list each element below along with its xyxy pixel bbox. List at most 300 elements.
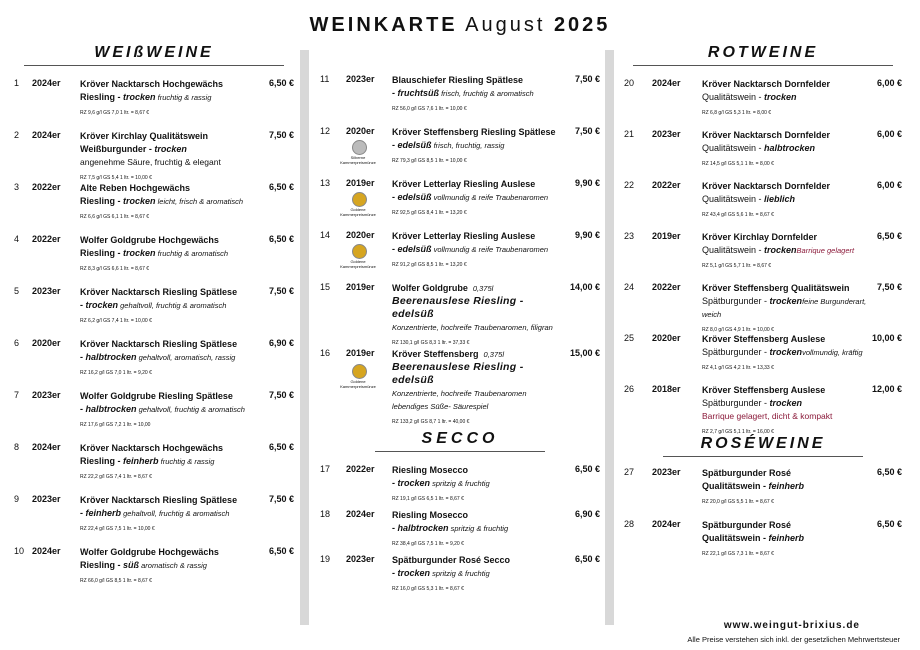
medal-label: Silberne Kammerpreismünze: [340, 155, 376, 165]
wine-name: Kröver Nacktarsch Riesling Spätlese: [80, 339, 238, 349]
item-vintage: 2020er: [652, 333, 681, 343]
item-price: 14,00 €: [569, 282, 600, 292]
item-name: [80, 546, 265, 588]
wine-taste: süß: [123, 560, 140, 570]
item-price: 6,50 €: [876, 467, 902, 477]
wine-name: Kröver Nacktarsch Dornfelder: [702, 181, 831, 191]
wine-analysis: RZ 5,1 g/l GS 5,7 1 ltr. = 8,67 €: [702, 263, 772, 269]
list-item: [320, 230, 600, 282]
list-item: [320, 282, 600, 348]
wine-style: Riesling -: [80, 456, 124, 466]
wine-description: frisch, fruchtig & aromatisch: [439, 89, 534, 98]
wine-name: Kröver Nacktarsch Riesling Spätlese: [80, 495, 238, 505]
wine-style: Qualitätswein -: [702, 194, 765, 204]
wine-description: vollmundig & reife Traubenaromen: [431, 245, 549, 254]
wine-volume: 0,375l: [483, 350, 504, 359]
item-vintage: 2024er: [32, 78, 61, 88]
list-item: [320, 126, 600, 178]
wine-name: Kröver Steffensberg Auslese: [702, 334, 826, 344]
wine-taste: halbtrocken: [85, 404, 137, 414]
wine-style: Riesling -: [80, 92, 124, 102]
item-name: [392, 230, 582, 272]
wine-analysis: RZ 19,1 g/l GS 6,5 1 ltr. = 8,67 €: [392, 496, 464, 502]
item-price: 6,50 €: [268, 442, 294, 452]
title-month: August: [465, 14, 546, 36]
section-underline: [663, 456, 863, 457]
item-vintage: 2022er: [652, 282, 681, 292]
wine-style: -: [392, 88, 398, 98]
list-item: [14, 546, 294, 598]
wine-description: fruchtig & rassig: [155, 93, 212, 102]
wine-taste: trocken: [769, 398, 803, 408]
item-price: 6,50 €: [268, 234, 294, 244]
gold-medal-icon: [352, 364, 367, 379]
item-name: [702, 129, 882, 171]
list-item: [320, 554, 600, 599]
wine-style: -: [80, 352, 86, 362]
item-vintage: 2019er: [652, 231, 681, 241]
list-item: [624, 467, 902, 519]
wine-name: Kröver Kirchlay Dornfelder: [702, 232, 818, 242]
item-name: [80, 442, 265, 484]
item-number: 1: [14, 78, 20, 88]
wine-name: Wolfer Goldgrube Hochgewächs: [80, 547, 219, 557]
wine-style: Qualitätswein -: [702, 143, 765, 153]
item-vintage: 2024er: [652, 78, 681, 88]
wine-analysis: RZ 14,5 g/l GS 5,1 1 ltr. = 8,00 €: [702, 161, 774, 167]
wine-analysis: RZ 22,2 g/l GS 7,4 1 ltr. = 8,67 €: [80, 474, 152, 480]
item-name: [702, 231, 882, 273]
wine-style: -: [392, 568, 398, 578]
wine-description: vollmundig, kräftig: [802, 348, 863, 357]
item-price: 6,90 €: [268, 338, 294, 348]
item-number: 13: [320, 178, 331, 188]
wine-taste: halbtrocken: [764, 143, 816, 153]
wine-name: Kröver Kirchlay Qualitätswein: [80, 131, 209, 141]
item-number: 22: [624, 180, 635, 190]
wine-taste: trocken: [769, 347, 803, 357]
wine-description: Barrique gelagert: [796, 246, 855, 255]
item-name: [702, 333, 882, 375]
item-number: 3: [14, 182, 20, 192]
wine-name: Kröver Nacktarsch Dornfelder: [702, 79, 831, 89]
item-name: [80, 182, 265, 224]
item-vintage: 2019er: [346, 282, 375, 292]
wine-analysis: RZ 91,2 g/l GS 8,5 1 ltr. = 13,20 €: [392, 262, 467, 268]
wine-analysis: RZ 22,1 g/l GS 7,3 1 ltr. = 8,67 €: [702, 551, 774, 557]
list-item: [320, 74, 600, 126]
item-vintage: 2024er: [346, 509, 375, 519]
wine-analysis: RZ 16,2 g/l GS 7,0 1 ltr. = 9,20 €: [80, 370, 152, 376]
item-name: [702, 519, 882, 561]
wine-analysis: RZ 9,6 g/l GS 7,0 1 ltr. = 8,67 €: [80, 110, 150, 116]
item-name: [702, 384, 882, 439]
item-price: 6,50 €: [268, 78, 294, 88]
wine-analysis: RZ 6,6 g/l GS 6,1 1 ltr. = 8,67 €: [80, 214, 150, 220]
list-item: [14, 286, 294, 338]
list-item: [624, 282, 902, 333]
wine-name: Riesling Mosecco: [392, 510, 469, 520]
wine-analysis: RZ 79,3 g/l GS 8,5 1 ltr. = 10,00 €: [392, 158, 467, 164]
item-vintage: 2024er: [652, 519, 681, 529]
list-item: [624, 519, 902, 571]
item-price: 15,00 €: [569, 348, 600, 358]
item-number: 26: [624, 384, 635, 394]
item-vintage: 2022er: [652, 180, 681, 190]
wine-description: leicht, frisch & aromatisch: [155, 197, 244, 206]
wine-analysis: RZ 66,0 g/l GS 8,5 1 ltr. = 8,67 €: [80, 578, 152, 584]
column-separator: [300, 50, 309, 625]
wine-description: gehaltvoll, aromatisch, rassig: [136, 353, 236, 362]
item-number: 9: [14, 494, 20, 504]
wine-name: Kröver Nacktarsch Dornfelder: [702, 130, 831, 140]
wine-name: Kröver Steffensberg Qualitätswein: [702, 283, 850, 293]
wine-style: -: [80, 300, 86, 310]
wine-analysis: RZ 17,6 g/l GS 7,2 1 ltr. = 10,00: [80, 422, 151, 428]
section-heading-secco: SECCO: [421, 430, 499, 447]
item-number: 12: [320, 126, 331, 136]
list-item: [320, 178, 600, 230]
wine-name: Kröver Steffensberg: [392, 349, 479, 359]
wine-style: -: [80, 508, 86, 518]
list-item: [320, 509, 600, 554]
list-item: [624, 333, 902, 384]
wine-analysis: RZ 43,4 g/l GS 5,6 1 ltr. = 8,67 €: [702, 212, 774, 218]
item-name: [392, 348, 562, 429]
wine-style: Qualitätswein -: [702, 245, 765, 255]
item-price: 6,50 €: [574, 554, 600, 564]
wine-style: -: [392, 192, 398, 202]
item-vintage: 2018er: [652, 384, 681, 394]
item-number: 18: [320, 509, 331, 519]
item-vintage: 2023er: [32, 390, 61, 400]
item-vintage: 2023er: [32, 286, 61, 296]
wine-description: spritzig & fruchtig: [430, 569, 490, 578]
wine-description: feine Burgunderart, weich: [702, 297, 867, 319]
section-underline: [633, 65, 893, 66]
wine-style: Weißburgunder -: [80, 144, 155, 154]
silver-medal-icon: [352, 140, 367, 155]
wine-description: frisch, fruchtig, rassig: [431, 141, 505, 150]
list-item: [14, 390, 294, 442]
item-number: 7: [14, 390, 20, 400]
list-item: [624, 384, 902, 435]
item-number: 20: [624, 78, 635, 88]
list-item: [14, 338, 294, 390]
medal-label: Goldene Kammerpreismünze: [340, 259, 376, 269]
wine-taste: trocken: [397, 568, 431, 578]
list-item: [320, 464, 600, 509]
item-price: 9,90 €: [574, 230, 600, 240]
wine-taste: halbtrocken: [397, 523, 449, 533]
item-name: [392, 282, 562, 350]
section-underline: [375, 451, 545, 452]
item-number: 15: [320, 282, 331, 292]
wine-style: Riesling -: [80, 248, 124, 258]
list-item: [624, 180, 902, 231]
wine-name: Kröver Letterlay Riesling Auslese: [392, 179, 536, 189]
wine-volume: 0,375l: [472, 284, 494, 293]
wine-name: Kröver Nacktarsch Hochgewächs: [80, 79, 224, 89]
item-number: 5: [14, 286, 20, 296]
gold-medal-icon: [352, 192, 367, 207]
wine-style: -: [392, 523, 398, 533]
wine-description: fruchtig & aromatisch: [155, 249, 229, 258]
page-title: [0, 14, 920, 37]
wine-taste: trocken: [85, 300, 119, 310]
wine-taste: halbtrocken: [85, 352, 137, 362]
item-price: 6,00 €: [876, 180, 902, 190]
wine-style: Riesling -: [80, 560, 124, 570]
item-vintage: 2024er: [32, 442, 61, 452]
wine-description: Barrique gelagert, dicht & kompakt: [702, 411, 833, 421]
wine-style: -: [392, 478, 398, 488]
item-vintage: 2020er: [346, 126, 375, 136]
item-price: 7,50 €: [876, 282, 902, 292]
wine-taste: trocken: [764, 245, 797, 255]
item-vintage: 2022er: [346, 464, 375, 474]
wine-name: Kröver Nacktarsch Riesling Spätlese: [80, 287, 238, 297]
vat-note: Alle Preise verstehen sich inkl. der gesetzlichen Mehrwertsteuer: [687, 635, 900, 644]
item-name: [80, 286, 265, 328]
item-price: 6,50 €: [268, 182, 294, 192]
wine-taste: trocken: [123, 92, 156, 102]
item-price: 7,50 €: [268, 286, 294, 296]
item-name: [702, 180, 882, 222]
item-vintage: 2019er: [346, 178, 375, 188]
item-price: 6,50 €: [876, 519, 902, 529]
item-number: 16: [320, 348, 331, 358]
item-name: [80, 494, 265, 536]
list-item: [624, 129, 902, 180]
section-heading-rotwein: ROTWEINE: [707, 44, 819, 61]
list-item: [624, 231, 902, 282]
item-number: 4: [14, 234, 20, 244]
item-number: 8: [14, 442, 20, 452]
item-price: 7,50 €: [268, 494, 294, 504]
wine-taste: trocken: [123, 248, 156, 258]
wine-description: gehaltvoll, fruchtig & aromatisch: [136, 405, 245, 414]
wine-name: Alte Reben Hochgewächs: [80, 183, 191, 193]
wine-taste: fruchtsüß: [397, 88, 439, 98]
list-item: [14, 442, 294, 494]
wine-description: fruchtig & rassig: [158, 457, 215, 466]
wine-description: angenehme Säure, fruchtig & elegant: [80, 157, 221, 167]
item-vintage: 2024er: [32, 130, 61, 140]
wine-name: Kröver Steffensberg Riesling Spätlese: [392, 127, 556, 137]
item-vintage: 2023er: [32, 494, 61, 504]
item-name: [80, 130, 265, 185]
item-vintage: 2020er: [346, 230, 375, 240]
wine-taste: trocken: [397, 478, 431, 488]
wine-taste: feinherb: [85, 508, 122, 518]
wine-name: Kröver Steffensberg Auslese: [702, 385, 826, 395]
wine-type: Beerenauslese Riesling - edelsüß: [392, 361, 524, 386]
wine-taste: edelsüß: [397, 244, 432, 254]
list-item: [624, 78, 902, 129]
item-price: 6,50 €: [574, 464, 600, 474]
wine-taste: feinherb: [123, 456, 159, 466]
item-number: 2: [14, 130, 20, 140]
wine-analysis: RZ 133,2 g/l GS 8,7 1 ltr. = 40,00 €: [392, 419, 470, 425]
item-vintage: 2023er: [652, 129, 681, 139]
item-number: 24: [624, 282, 635, 292]
item-number: 25: [624, 333, 635, 343]
item-number: 6: [14, 338, 20, 348]
website-link[interactable]: www.weingut-brixius.de: [723, 620, 860, 631]
wine-name: Riesling Mosecco: [392, 465, 469, 475]
wine-description: Konzentrierte, hochreife Traubenaromen lebendiges Süße- Säurespiel: [392, 389, 527, 411]
item-number: 14: [320, 230, 331, 240]
wine-description: spritzig & fruchtig: [430, 479, 490, 488]
medal-label: Goldene Kammerpreismünze: [340, 207, 376, 217]
item-number: 23: [624, 231, 635, 241]
list-item: [14, 182, 294, 234]
wine-style: Spätburgunder -: [702, 347, 770, 357]
wine-name: Spätburgunder Rosé: [702, 468, 792, 478]
wine-taste: lieblich: [764, 194, 796, 204]
whitewine-column: [14, 40, 294, 598]
wine-taste: trocken: [123, 196, 156, 206]
title-main: WEINKARTE: [309, 14, 458, 36]
wine-name: Spätburgunder Rosé Secco: [392, 555, 511, 565]
item-price: 6,50 €: [876, 231, 902, 241]
section-heading-weisswein: WEIßWEINE: [94, 44, 214, 61]
item-price: 7,50 €: [574, 126, 600, 136]
item-number: 28: [624, 519, 635, 529]
wine-style: -: [392, 244, 398, 254]
item-price: 7,50 €: [268, 130, 294, 140]
item-name: [392, 126, 582, 168]
item-vintage: 2022er: [32, 182, 61, 192]
wine-analysis: RZ 56,0 g/l GS 7,6 1 ltr. = 10,00 €: [392, 106, 467, 112]
wine-description: Konzentrierte, hochreife Traubenaromen, filigran: [392, 323, 553, 332]
wine-description: vollmundig & reife Traubenaromen: [431, 193, 549, 202]
title-year: 2025: [553, 14, 611, 36]
item-number: 11: [320, 74, 330, 84]
item-vintage: 2022er: [32, 234, 61, 244]
item-name: [80, 78, 265, 120]
wine-analysis: RZ 16,0 g/l GS 5,3 1 ltr. = 8,67 €: [392, 586, 464, 592]
item-vintage: 2023er: [346, 74, 375, 84]
wine-taste: edelsüß: [397, 140, 432, 150]
wine-name: Kröver Nacktarsch Hochgewächs: [80, 443, 224, 453]
list-item: [320, 348, 600, 430]
wine-description: gehaltvoll, fruchtig & aromatisch: [121, 509, 230, 518]
wine-name: Spätburgunder Rosé: [702, 520, 792, 530]
wine-type: Beerenauslese Riesling - edelsüß: [392, 295, 524, 320]
redwine-column: [624, 40, 902, 571]
wine-style: Riesling -: [80, 196, 124, 206]
item-name: [392, 554, 572, 596]
item-name: [80, 390, 265, 432]
middle-column: [320, 40, 600, 599]
wine-name: Wolfer Goldgrube: [392, 283, 468, 293]
wine-description: aromatisch & rassig: [139, 561, 207, 570]
item-number: 17: [320, 464, 331, 474]
item-name: [80, 338, 265, 380]
item-number: 10: [14, 546, 25, 556]
wine-name: Kröver Letterlay Riesling Auslese: [392, 231, 536, 241]
item-number: 19: [320, 554, 331, 564]
item-name: [702, 78, 882, 120]
wine-style: Spätburgunder -: [702, 398, 770, 408]
item-price: 10,00 €: [871, 333, 902, 343]
wine-name: Blauschiefer Riesling Spätlese: [392, 75, 524, 85]
wine-style: Spätburgunder -: [702, 296, 770, 306]
item-name: [392, 464, 572, 506]
wine-analysis: RZ 92,5 g/l GS 8,4 1 ltr. = 13,20 €: [392, 210, 467, 216]
wine-taste: trocken: [769, 296, 803, 306]
item-number: 21: [624, 129, 635, 139]
item-vintage: 2020er: [32, 338, 61, 348]
gold-medal-icon: [352, 244, 367, 259]
list-item: [14, 130, 294, 182]
item-price: 6,00 €: [876, 78, 902, 88]
wine-style: Qualitätswein -: [702, 481, 769, 491]
wine-analysis: RZ 20,0 g/l GS 5,5 1 ltr. = 8,67 €: [702, 499, 774, 505]
wine-analysis: RZ 8,0 g/l GS 4,9 1 ltr. = 10,00 €: [702, 327, 774, 333]
item-vintage: 2023er: [652, 467, 681, 477]
wine-analysis: RZ 7,5 g/l GS 5,4 1 ltr. = 10,00 €: [80, 175, 152, 181]
wine-analysis: RZ 6,2 g/l GS 7,4 1 ltr. = 10,00 €: [80, 318, 152, 324]
item-name: [702, 282, 882, 337]
item-name: [702, 467, 882, 509]
wine-analysis: RZ 22,4 g/l GS 7,5 1 ltr. = 10,00 €: [80, 526, 155, 532]
wine-taste: trocken: [154, 144, 187, 154]
item-price: 7,50 €: [574, 74, 600, 84]
section-heading-rosewein: ROSÉWEINE: [700, 435, 826, 452]
wine-style: Qualitätswein -: [702, 92, 765, 102]
wine-taste: trocken: [764, 92, 797, 102]
item-price: 12,00 €: [871, 384, 902, 394]
wine-analysis: RZ 38,4 g/l GS 7,5 1 ltr. = 9,20 €: [392, 541, 464, 547]
list-item: [14, 494, 294, 546]
column-separator: [605, 50, 614, 625]
wine-description: gehaltvoll, fruchtig & aromatisch: [118, 301, 227, 310]
wine-taste: feinherb: [768, 481, 805, 491]
item-price: 6,90 €: [574, 509, 600, 519]
item-number: 27: [624, 467, 635, 477]
wine-analysis: RZ 4,1 g/l GS 4,2 1 ltr. = 13,33 €: [702, 365, 774, 371]
item-price: 6,50 €: [268, 546, 294, 556]
item-price: 7,50 €: [268, 390, 294, 400]
wine-taste: feinherb: [768, 533, 805, 543]
item-name: [392, 178, 582, 220]
item-vintage: 2024er: [32, 546, 61, 556]
item-price: 6,00 €: [876, 129, 902, 139]
wine-analysis: RZ 6,8 g/l GS 5,3 1 ltr. = 8,00 €: [702, 110, 772, 116]
wine-style: -: [392, 140, 398, 150]
wine-taste: edelsüß: [397, 192, 432, 202]
item-name: [80, 234, 265, 276]
item-vintage: 2023er: [346, 554, 375, 564]
section-underline: [24, 65, 284, 66]
item-name: [392, 509, 572, 551]
wine-style: Qualitätswein -: [702, 533, 769, 543]
footer: [687, 620, 900, 644]
wine-analysis: RZ 2,7 g/l GS 5,1 1 ltr. = 16,00 €: [702, 429, 774, 435]
wine-style: -: [80, 404, 86, 414]
list-item: [14, 234, 294, 286]
item-name: [392, 74, 582, 116]
medal-label: Goldene Kammerpreismünze: [340, 379, 376, 389]
wine-analysis: RZ 130,1 g/l GS 8,3 1 ltr. = 37,33 €: [392, 340, 470, 346]
wine-name: Wolfer Goldgrube Riesling Spätlese: [80, 391, 233, 401]
item-price: 9,90 €: [574, 178, 600, 188]
wine-name: Wolfer Goldgrube Hochgewächs: [80, 235, 219, 245]
wine-description: spritzig & fruchtig: [448, 524, 509, 533]
